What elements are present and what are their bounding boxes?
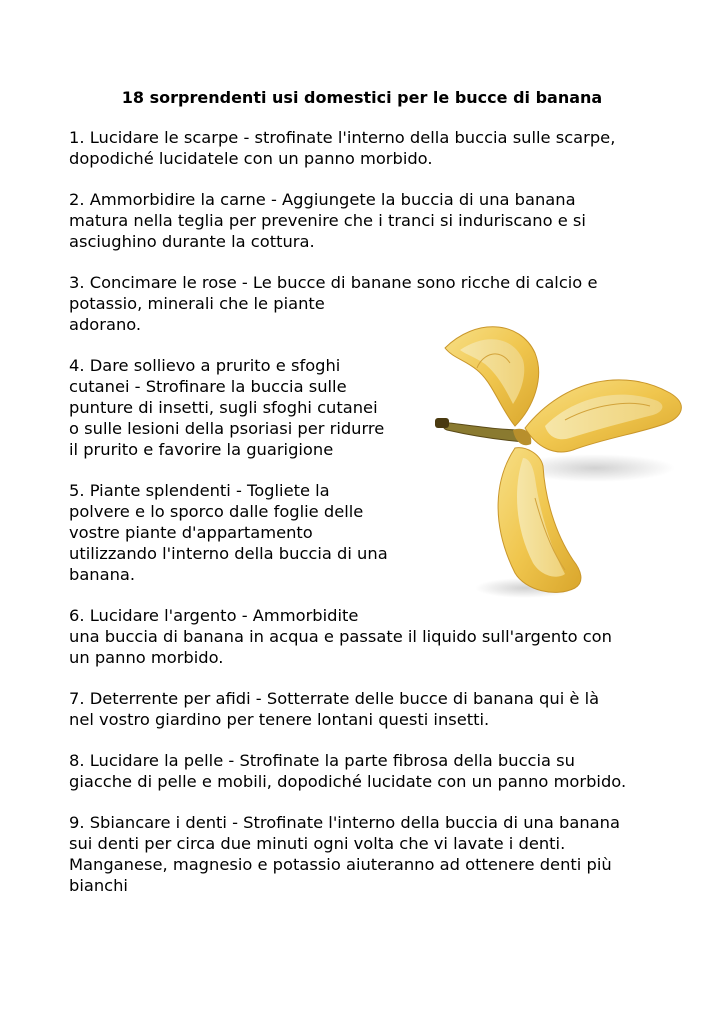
- paragraph-6-line-1: 6. Lucidare l'argento - Ammorbidite: [69, 606, 359, 625]
- paragraph-6-line-3: un panno morbido.: [69, 648, 224, 667]
- page-title: 18 sorprendenti usi domestici per le bucce di banana: [121, 88, 603, 107]
- paragraph-3-line-1: 3. Concimare le rose - Le bucce di banane sono ricche di calcio e: [69, 273, 598, 292]
- paragraph-5-line-4: utilizzando l'interno della buccia di una: [69, 544, 388, 563]
- paragraph-2-line-3: asciughino durante la cottura.: [69, 232, 315, 251]
- paragraph-7-line-1: 7. Deterrente per afidi - Sotterrate delle bucce di banana qui è là: [69, 689, 600, 708]
- paragraph-9-line-3: Manganese, magnesio e potassio aiuteranno ad ottenere denti più: [69, 855, 612, 874]
- paragraph-5-line-2: polvere e lo sporco dalle foglie delle: [69, 502, 364, 521]
- paragraph-9-line-2: sui denti per circa due minuti ogni volta che vi lavate i denti.: [69, 834, 566, 853]
- paragraph-4-line-3: punture di insetti, sugli sfoghi cutanei: [69, 398, 378, 417]
- paragraph-9-line-1: 9. Sbiancare i denti - Strofinate l'interno della buccia di una banana: [69, 813, 620, 832]
- paragraph-1-line-2: dopodiché lucidatele con un panno morbido.: [69, 149, 433, 168]
- paragraph-8-line-2: giacche di pelle e mobili, dopodiché lucidate con un panno morbido.: [69, 772, 627, 791]
- paragraph-7-line-2: nel vostro giardino per tenere lontani questi insetti.: [69, 710, 490, 729]
- paragraph-2-line-1: 2. Ammorbidire la carne - Aggiungete la buccia di una banana: [69, 190, 576, 209]
- paragraph-5-line-1: 5. Piante splendenti - Togliete la: [69, 481, 330, 500]
- paragraph-3-line-2: potassio, minerali che le piante: [69, 294, 325, 313]
- paragraph-4-line-4: o sulle lesioni della psoriasi per ridurre: [69, 419, 385, 438]
- paragraph-5-line-5: banana.: [69, 565, 136, 584]
- paragraph-8-line-1: 8. Lucidare la pelle - Strofinate la parte fibrosa della buccia su: [69, 751, 575, 770]
- paragraph-9-line-4: bianchi: [69, 876, 128, 895]
- paragraph-4-line-1: 4. Dare sollievo a prurito e sfoghi: [69, 356, 341, 375]
- paragraph-1-line-1: 1. Lucidare le scarpe - strofinate l'interno della buccia sulle scarpe,: [69, 128, 616, 147]
- paragraph-2-line-2: matura nella teglia per prevenire che i tranci si induriscano e si: [69, 211, 586, 230]
- paragraph-4-line-2: cutanei - Strofinare la buccia sulle: [69, 377, 347, 396]
- paragraph-5-line-3: vostre piante d'appartamento: [69, 523, 313, 542]
- banana-peel-image: [405, 308, 695, 603]
- paragraph-3-line-3: adorano.: [69, 315, 142, 334]
- paragraph-4-line-5: il prurito e favorire la guarigione: [69, 440, 334, 459]
- paragraph-6-line-2: una buccia di banana in acqua e passate il liquido sull'argento con: [69, 627, 612, 646]
- banana-peel-icon: [405, 308, 695, 603]
